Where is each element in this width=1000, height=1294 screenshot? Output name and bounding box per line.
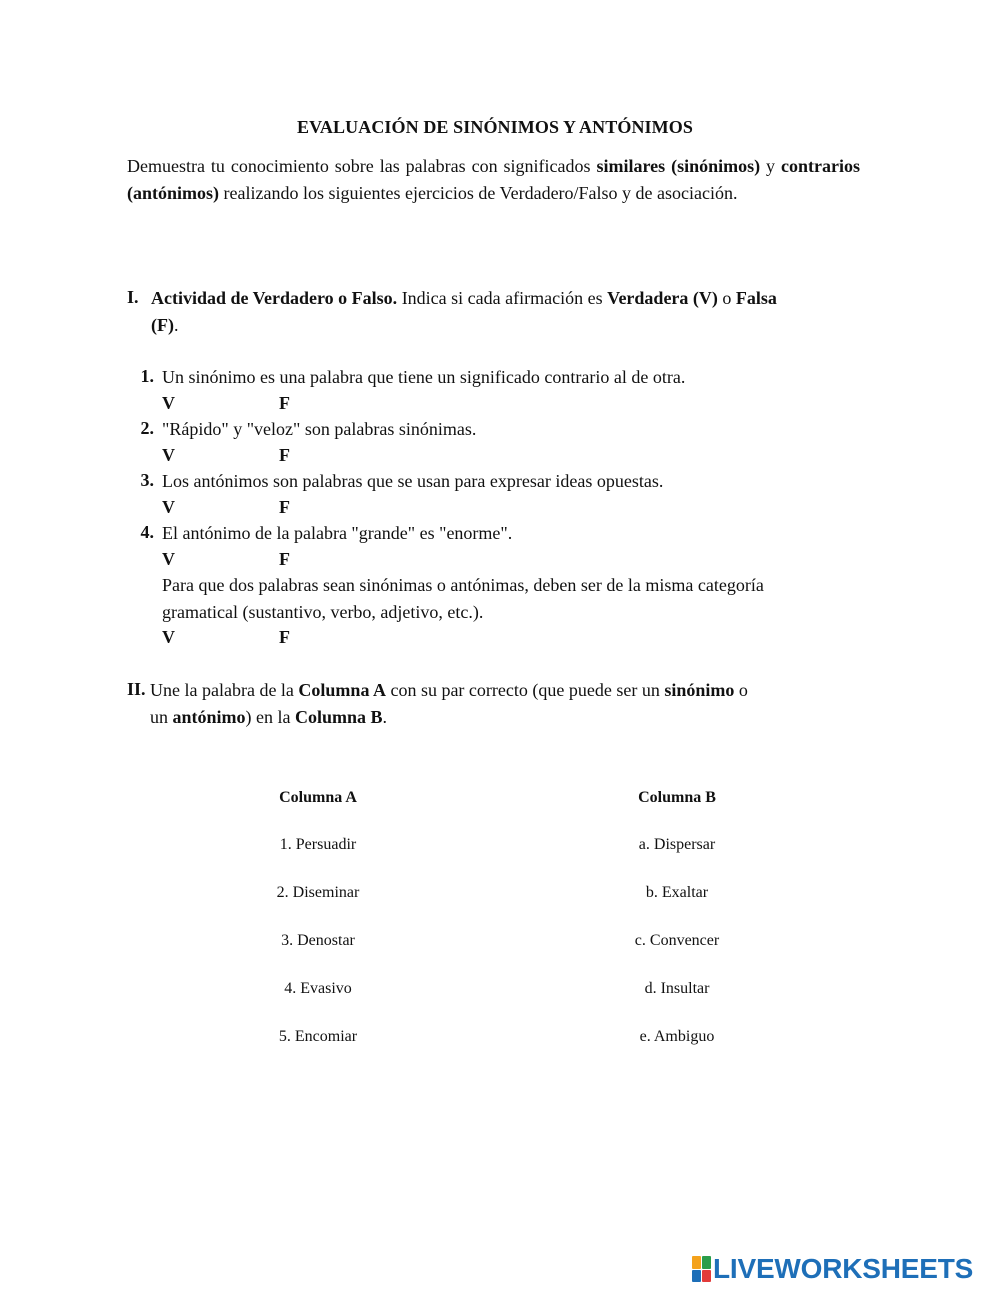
liveworksheets-logo-icon bbox=[692, 1256, 711, 1282]
section-1-text-1: Indica si cada afirmación es bbox=[397, 288, 608, 308]
section-2-number: II. bbox=[127, 679, 146, 699]
section-1-title: Actividad de Verdadero o Falso. bbox=[151, 288, 398, 308]
intro-bold-antonyms: contrarios (antónimos) bbox=[127, 156, 860, 203]
column-a-item-2[interactable]: 2. Diseminar bbox=[276, 884, 360, 901]
intro-text-1: Demuestra tu conocimiento sobre las palabras con significados bbox=[127, 156, 597, 176]
item-5-false-option[interactable]: F bbox=[279, 627, 290, 647]
item-3-text: Los antónimos son palabras que se usan para expresar ideas opuestas. bbox=[162, 471, 664, 491]
liveworksheets-brand bbox=[692, 1255, 973, 1283]
section-2-text-1: Une la palabra de la bbox=[150, 680, 299, 700]
item-2-true-option[interactable]: V bbox=[162, 445, 175, 465]
item-3-true-option[interactable]: V bbox=[162, 497, 175, 517]
section-1-text-2: o bbox=[717, 288, 736, 308]
logo-square-1 bbox=[692, 1256, 701, 1269]
column-b-item-d[interactable]: d. Insultar bbox=[644, 980, 710, 997]
section-2-synonym: sinónimo bbox=[664, 680, 735, 700]
item-1-text: Un sinónimo es una palabra que tiene un significado contrario al de otra. bbox=[162, 367, 686, 387]
column-a-item-1[interactable]: 1. Persuadir bbox=[279, 836, 357, 853]
logo-square-2 bbox=[702, 1256, 711, 1269]
section-2-text-2: con su par correcto (que puede ser un bbox=[385, 680, 665, 700]
column-a-header: Columna A bbox=[279, 789, 357, 806]
item-5-text-line-2: gramatical (sustantivo, verbo, adjetivo, etc.). bbox=[162, 601, 484, 622]
item-5-true-option[interactable]: V bbox=[162, 627, 175, 647]
column-b-item-b[interactable]: b. Exaltar bbox=[645, 884, 709, 901]
section-1-true-label: Verdadera (V) bbox=[607, 288, 718, 308]
item-3-false-option[interactable]: F bbox=[279, 497, 290, 517]
section-2-heading bbox=[150, 677, 850, 730]
intro-text-2: y bbox=[760, 156, 782, 176]
section-2-column-a-ref: Columna A bbox=[298, 680, 386, 700]
column-b-header: Columna B bbox=[638, 789, 716, 806]
section-1-false-abbrev: (F) bbox=[151, 314, 174, 335]
brand-wordmark: LIVEWORKSHEETS bbox=[713, 1253, 974, 1284]
item-4-false-option[interactable]: F bbox=[279, 549, 290, 569]
item-5-text-line-1: Para que dos palabras sean sinónimas o antónimas, deben ser de la misma categoría bbox=[162, 575, 764, 595]
item-1-true-option[interactable]: V bbox=[162, 393, 175, 413]
item-4-text: El antónimo de la palabra "grande" es "enorme". bbox=[162, 523, 513, 543]
column-b-item-a[interactable]: a. Dispersar bbox=[638, 836, 716, 853]
page-title: EVALUACIÓN DE SINÓNIMOS Y ANTÓNIMOS bbox=[297, 117, 693, 137]
item-4-true-option[interactable]: V bbox=[162, 549, 175, 569]
column-b-item-e[interactable]: e. Ambiguo bbox=[639, 1028, 715, 1045]
column-a-item-4[interactable]: 4. Evasivo bbox=[284, 980, 352, 997]
section-2-text-3: o bbox=[734, 680, 748, 700]
item-1-false-option[interactable]: F bbox=[279, 393, 290, 413]
item-3-number: 3. bbox=[140, 470, 154, 490]
column-a-item-3[interactable]: 3. Denostar bbox=[281, 932, 355, 949]
item-2-number: 2. bbox=[140, 418, 154, 438]
section-2-text-5: ) en la bbox=[245, 706, 295, 727]
logo-square-3 bbox=[692, 1270, 701, 1283]
section-1-text-3: . bbox=[173, 314, 179, 335]
section-2-antonym: antónimo bbox=[172, 706, 246, 727]
item-1-number: 1. bbox=[140, 366, 154, 386]
column-a-item-5[interactable]: 5. Encomiar bbox=[278, 1028, 358, 1045]
item-5-text bbox=[162, 572, 862, 625]
item-4-number: 4. bbox=[140, 522, 154, 542]
section-2-text-6: . bbox=[382, 706, 388, 727]
intro-bold-synonyms: similares (sinónimos) bbox=[596, 156, 761, 176]
section-1-heading bbox=[151, 285, 851, 338]
section-2-column-b-ref: Columna B bbox=[295, 706, 383, 727]
item-2-text: "Rápido" y "veloz" son palabras sinónimas. bbox=[162, 419, 477, 439]
section-1-false-label: Falsa bbox=[735, 288, 777, 308]
item-2-false-option[interactable]: F bbox=[279, 445, 290, 465]
column-b-item-c[interactable]: c. Convencer bbox=[634, 932, 720, 949]
section-1-number: I. bbox=[127, 287, 139, 307]
logo-square-4 bbox=[702, 1270, 711, 1283]
intro-paragraph bbox=[127, 153, 860, 206]
section-2-text-4: un bbox=[150, 706, 173, 727]
intro-text-3: realizando los siguientes ejercicios de Verdadero/Falso y de asociación. bbox=[219, 182, 738, 203]
